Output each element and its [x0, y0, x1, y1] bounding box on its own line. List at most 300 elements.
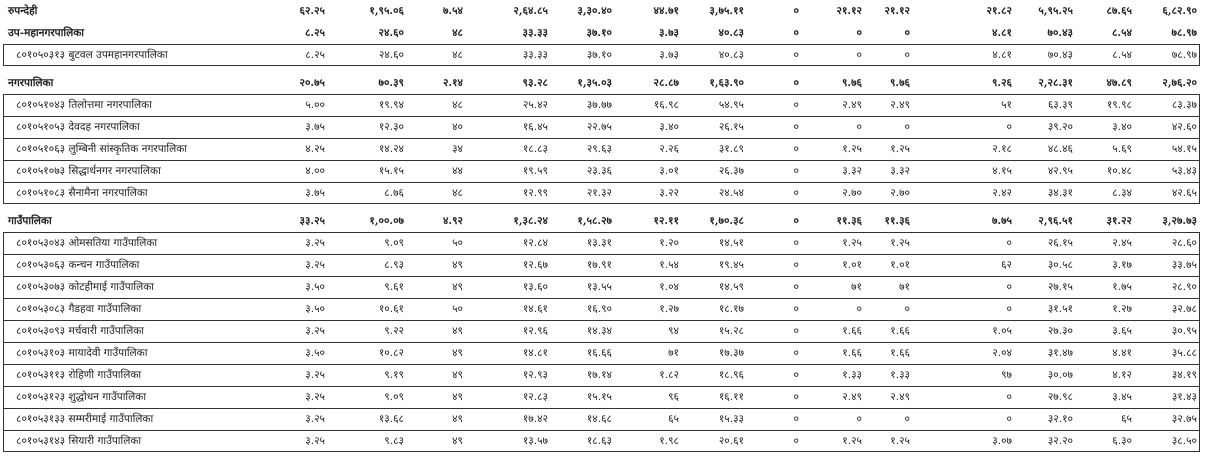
value-col-1: ५.०० [305, 99, 325, 111]
value-col-14: ३१.४३ [1171, 391, 1197, 403]
value-col-12: ७०.४३ [1047, 27, 1073, 39]
row-label: ८०१०५३०८३ गैडहवा गाउँपालिका [16, 303, 142, 315]
value-col-13: ६.३० [1112, 435, 1132, 447]
value-col-9: १.२५ [842, 237, 862, 249]
value-col-8: ० [793, 143, 799, 155]
value-col-10: ० [904, 303, 910, 315]
value-col-4: १२.६७ [522, 259, 548, 271]
value-col-7: ३,७५.११ [709, 5, 744, 17]
district-total-row [0, 0, 1205, 22]
row-label: ८०१०५३११३ रोहिणी गाउँपालिका [16, 369, 142, 381]
value-col-5: १४.३४ [586, 325, 612, 337]
value-col-8: ० [793, 237, 799, 249]
value-col-2: १५.१५ [378, 165, 404, 177]
value-col-11: ० [1006, 413, 1012, 425]
value-col-2: ९.०९ [384, 237, 404, 249]
value-col-4: १२.९६ [522, 325, 548, 337]
value-col-10: १.६६ [890, 347, 910, 359]
row-label: ८०१०५३१२३ शुद्धोधन गाउँपालिका [16, 391, 147, 403]
value-col-6: ३.७३ [658, 27, 679, 39]
value-col-6: १.५४ [659, 259, 679, 271]
group-total-row [0, 72, 1205, 94]
value-col-13: ४७.८९ [1106, 77, 1132, 89]
value-col-2: १०.६१ [378, 303, 404, 315]
value-col-13: ६५ [1121, 413, 1132, 425]
value-col-4: १८.८३ [522, 143, 548, 155]
value-col-3: ४८ [452, 27, 463, 39]
value-col-11: २.०४ [992, 347, 1012, 359]
value-col-12: ५,९५.२५ [1038, 5, 1073, 17]
value-col-12: २,९६.५१ [1038, 215, 1073, 227]
value-col-13: ४.४१ [1112, 347, 1132, 359]
value-col-9: २.७० [842, 187, 862, 199]
value-col-1: ३.५० [305, 281, 325, 293]
value-col-11: ४.८१ [992, 49, 1012, 61]
value-col-10: ० [904, 27, 910, 39]
row-label: ८०१०५१०५३ देवदह नगरपालिका [16, 121, 140, 133]
value-col-2: ९.१९ [384, 369, 404, 381]
value-col-10: ० [904, 49, 910, 61]
value-col-8: ० [793, 187, 799, 199]
value-col-10: ७१ [899, 281, 910, 293]
value-col-1: ३.२५ [305, 259, 325, 271]
value-col-3: ४९ [452, 369, 463, 381]
value-col-1: ३.२५ [305, 435, 325, 447]
value-col-6: २८.८७ [653, 77, 679, 89]
row-label: ८०१०५३१०३ मायादेवी गाउँपालिका [16, 347, 148, 359]
value-col-6: १.९८ [659, 435, 679, 447]
value-col-13: ५.६९ [1112, 143, 1132, 155]
value-col-9: २.४९ [842, 99, 862, 111]
value-col-11: ५१ [1001, 99, 1012, 111]
value-col-1: ८.२५ [304, 27, 325, 39]
value-col-3: ४९ [452, 435, 463, 447]
value-col-4: १२.८४ [522, 237, 548, 249]
value-col-4: ३३.३३ [522, 27, 548, 39]
value-col-3: ४.९२ [442, 215, 463, 227]
value-col-2: १२.३० [378, 121, 404, 133]
group-label: गाउँपालिका [8, 215, 52, 227]
value-col-13: ८.५४ [1111, 27, 1132, 39]
value-col-11: २.१८ [992, 143, 1012, 155]
value-col-11: ० [1006, 281, 1012, 293]
value-col-13: १.२७ [1112, 303, 1132, 315]
value-col-1: ३.२५ [305, 325, 325, 337]
value-col-14: ४२.६० [1171, 121, 1197, 133]
value-col-10: १.२५ [890, 435, 910, 447]
value-col-5: १३.३१ [586, 237, 612, 249]
value-col-2: १,९५.०६ [369, 5, 404, 17]
value-col-9: ० [856, 49, 862, 61]
row-label: ८०१०५३१४३ सियारी गाउँपालिका [16, 435, 142, 447]
value-col-12: ४२.९५ [1047, 165, 1073, 177]
row-label: ८०१०५३०९३ मर्चवारी गाउँपालिका [16, 325, 145, 337]
value-col-11: ० [1006, 391, 1012, 403]
value-col-5: १७.१४ [586, 369, 612, 381]
value-col-1: ३.५० [305, 303, 325, 315]
value-col-13: ८.५४ [1112, 49, 1132, 61]
value-col-10: २१.१२ [884, 5, 910, 17]
value-col-1: ३३.२५ [299, 215, 325, 227]
value-col-10: २.४९ [890, 391, 910, 403]
value-col-8: ० [793, 303, 799, 315]
value-col-9: १.३३ [842, 369, 862, 381]
value-col-4: २,६४.८५ [513, 5, 548, 17]
value-col-14: ४२.६५ [1171, 187, 1197, 199]
value-col-8: ० [793, 325, 799, 337]
value-col-8: ० [793, 99, 799, 111]
value-col-14: ३२.७८ [1171, 303, 1197, 315]
value-col-11: ३.०७ [992, 435, 1012, 447]
row-label: ८०१०५३०४३ ओमसतिया गाउँपालिका [16, 237, 158, 249]
value-col-7: २०.६१ [718, 435, 744, 447]
value-col-5: १५.१५ [586, 391, 612, 403]
value-col-5: ३,३०.४० [577, 5, 612, 17]
value-col-1: ४.०० [305, 165, 325, 177]
value-col-8: ० [793, 369, 799, 381]
value-col-2: ९.८३ [384, 435, 404, 447]
value-col-5: १३.५५ [586, 281, 612, 293]
value-col-3: ५० [452, 303, 463, 315]
value-col-7: १,६३.९० [709, 77, 744, 89]
value-col-2: २४.६० [378, 49, 404, 61]
value-col-9: १.२५ [842, 143, 862, 155]
value-col-8: ० [793, 165, 799, 177]
value-col-6: ६५ [668, 413, 679, 425]
value-col-11: ९७ [1001, 369, 1012, 381]
value-col-3: ४९ [452, 259, 463, 271]
value-col-13: २.४५ [1112, 237, 1132, 249]
value-col-4: १३.५७ [522, 435, 548, 447]
value-col-8: ० [793, 77, 799, 89]
value-col-14: ५३.४३ [1171, 165, 1197, 177]
value-col-13: ३१.२२ [1106, 215, 1132, 227]
value-col-2: १३.६८ [378, 413, 404, 425]
value-col-5: २२.७५ [586, 121, 612, 133]
value-col-9: २१.१२ [836, 5, 862, 17]
value-col-4: १४.८१ [522, 347, 548, 359]
value-col-14: २,७६.२० [1162, 77, 1197, 89]
value-col-3: ३४ [452, 143, 463, 155]
value-col-4: १२.९३ [522, 369, 548, 381]
value-col-7: १९.४५ [718, 259, 744, 271]
row-label: ८०१०५३०६३ कन्चन गाउँपालिका [16, 259, 140, 271]
value-col-3: ४९ [452, 391, 463, 403]
group-label: नगरपालिका [8, 77, 54, 89]
value-col-1: ३.२५ [305, 237, 325, 249]
value-col-1: ३.५० [305, 347, 325, 359]
value-col-9: १.०१ [842, 259, 862, 271]
value-col-9: २.४९ [842, 391, 862, 403]
value-col-6: ३.७३ [659, 49, 679, 61]
value-col-9: ० [856, 413, 862, 425]
value-col-12: ३९.२० [1047, 121, 1073, 133]
value-col-14: ३,२७.७३ [1162, 215, 1197, 227]
value-col-10: ९.७६ [889, 77, 910, 89]
value-col-7: १८.९६ [718, 369, 744, 381]
row-label: ८०१०५३१३३ सम्मरीमाई गाउँपालिका [16, 413, 154, 425]
value-col-5: १८.६३ [586, 435, 612, 447]
value-col-14: ३८.५० [1171, 435, 1197, 447]
value-col-6: १.२० [659, 237, 679, 249]
value-col-1: ३.२५ [305, 391, 325, 403]
value-col-9: ० [856, 27, 862, 39]
value-col-7: ३१.८९ [718, 143, 744, 155]
value-col-8: ० [793, 5, 799, 17]
value-col-4: १२.९९ [522, 187, 548, 199]
value-col-5: ३७.७७ [586, 99, 612, 111]
value-col-10: १.२५ [890, 143, 910, 155]
value-col-2: १,००.०७ [369, 215, 404, 227]
value-col-2: ८.७६ [384, 187, 404, 199]
value-col-12: ३२.१० [1047, 413, 1073, 425]
value-col-3: ४८ [452, 99, 463, 111]
value-col-3: ४९ [452, 413, 463, 425]
value-col-7: २६.३७ [718, 165, 744, 177]
value-col-2: १९.९४ [378, 99, 404, 111]
value-col-8: ० [793, 391, 799, 403]
value-col-7: ५४.९५ [718, 99, 744, 111]
value-col-9: १.६६ [842, 347, 862, 359]
value-col-12: २,२८.३१ [1038, 77, 1073, 89]
value-col-8: ० [793, 215, 799, 227]
value-col-12: ३२.२० [1047, 435, 1073, 447]
value-col-11: ० [1006, 303, 1012, 315]
value-col-13: १.७५ [1112, 281, 1132, 293]
value-col-2: ९.०९ [384, 391, 404, 403]
value-col-14: ३४.१९ [1171, 369, 1197, 381]
value-col-4: १९.५९ [522, 165, 548, 177]
value-col-13: ३.४० [1112, 121, 1132, 133]
value-col-1: ३.७५ [305, 121, 325, 133]
value-col-12: २६.१५ [1047, 237, 1073, 249]
row-label: ८०१०५१०४३ तिलोत्तमा नगरपालिका [16, 99, 152, 111]
value-col-5: १६.६६ [586, 347, 612, 359]
value-col-3: ४० [452, 121, 463, 133]
value-col-11: ९.२६ [991, 77, 1012, 89]
value-col-12: २७.३० [1047, 325, 1073, 337]
value-col-14: ३५.८८ [1171, 347, 1197, 359]
value-col-6: १२.११ [653, 215, 679, 227]
value-col-6: १६.९८ [653, 99, 679, 111]
value-col-13: ८.३४ [1112, 187, 1132, 199]
value-col-14: ५४.१५ [1171, 143, 1197, 155]
value-col-12: ७०.४३ [1047, 49, 1073, 61]
value-col-7: २६.१५ [718, 121, 744, 133]
value-col-6: ९६ [668, 391, 679, 403]
value-col-12: २७.९८ [1047, 391, 1073, 403]
value-col-12: ३१.४७ [1047, 347, 1073, 359]
row-label: ८०१०५१०६३ लुम्बिनी सांस्कृतिक नगरपालिका [16, 143, 188, 155]
value-col-5: १,३५.०३ [577, 77, 612, 89]
value-col-11: ७.७५ [991, 215, 1012, 227]
value-col-11: ४.८१ [991, 27, 1012, 39]
value-col-6: ७१ [668, 347, 679, 359]
value-col-6: १.२७ [659, 303, 679, 315]
value-col-6: २.२६ [659, 143, 679, 155]
value-col-4: १३.६० [522, 281, 548, 293]
value-col-6: ४४.७१ [653, 5, 679, 17]
value-col-7: १५.३३ [718, 413, 744, 425]
group-label: उप-महानगरपालिका [8, 27, 84, 39]
value-col-10: ० [904, 121, 910, 133]
value-col-3: ७.५४ [442, 5, 463, 17]
value-col-14: ३२.७५ [1171, 413, 1197, 425]
value-col-5: २१.३२ [586, 187, 612, 199]
value-col-8: ० [793, 27, 799, 39]
value-col-5: १७.९१ [586, 259, 612, 271]
value-col-11: ६२ [1001, 259, 1012, 271]
group-frame [3, 232, 1200, 452]
value-col-14: ६,८२.९० [1162, 5, 1197, 17]
value-col-6: ३.४० [659, 121, 679, 133]
value-col-9: ३.३२ [842, 165, 862, 177]
value-col-10: १.६६ [890, 325, 910, 337]
value-col-12: ३०.५८ [1047, 259, 1073, 271]
value-col-12: ६३.३९ [1047, 99, 1073, 111]
value-col-14: ७८.९७ [1171, 27, 1197, 39]
value-col-13: ३.१७ [1112, 259, 1132, 271]
value-col-13: ४.१२ [1112, 369, 1132, 381]
value-col-3: २.१४ [442, 77, 463, 89]
value-col-5: ३७.१० [586, 27, 612, 39]
value-col-6: १.०४ [659, 281, 679, 293]
value-col-1: ३.२५ [305, 369, 325, 381]
value-col-12: ४८.४६ [1047, 143, 1073, 155]
value-col-5: १६.९० [586, 303, 612, 315]
value-col-8: ० [793, 347, 799, 359]
value-col-5: १,५८.२७ [577, 215, 612, 227]
value-col-7: ४०.८३ [718, 49, 744, 61]
value-col-13: १०.४८ [1106, 165, 1132, 177]
value-col-11: १.०५ [992, 325, 1012, 337]
value-col-11: २.४२ [992, 187, 1012, 199]
value-col-9: १.२५ [842, 435, 862, 447]
value-col-4: ३३.३३ [522, 49, 548, 61]
group-label: रुपन्देही [8, 5, 38, 17]
value-col-5: ३७.१० [586, 49, 612, 61]
row-label: ८०१०५१०८३ सैनामैना नगरपालिका [16, 187, 148, 199]
value-col-3: ४९ [452, 281, 463, 293]
value-col-6: ९४ [668, 325, 679, 337]
value-col-7: १,७०.३८ [709, 215, 744, 227]
value-col-1: ४.२५ [305, 143, 325, 155]
value-col-3: ४९ [452, 325, 463, 337]
row-label: ८०१०५३०७३ कोटहीमाई गाउँपालिका [16, 281, 155, 293]
value-col-5: २९.६३ [586, 143, 612, 155]
value-col-5: २३.३६ [586, 165, 612, 177]
value-col-12: ३४.३१ [1047, 187, 1073, 199]
group-frame [3, 44, 1200, 66]
value-col-5: १४.६८ [586, 413, 612, 425]
value-col-10: ० [904, 413, 910, 425]
value-col-9: ० [856, 303, 862, 315]
value-col-3: ४९ [452, 347, 463, 359]
value-col-4: १४.६१ [522, 303, 548, 315]
value-col-13: ३.६५ [1112, 325, 1132, 337]
value-col-1: ३.७५ [305, 187, 325, 199]
value-col-7: १५.२८ [718, 325, 744, 337]
group-frame [3, 94, 1200, 204]
value-col-14: २८.९० [1171, 281, 1197, 293]
value-col-1: ६२.२५ [299, 5, 325, 17]
value-col-3: ४८ [452, 49, 463, 61]
value-col-7: १४.५९ [718, 281, 744, 293]
value-col-8: ० [793, 413, 799, 425]
value-col-4: १,३८.२४ [513, 215, 548, 227]
value-col-6: ३.०१ [659, 165, 679, 177]
value-col-10: २.४९ [890, 99, 910, 111]
value-col-12: ३१.५१ [1047, 303, 1073, 315]
row-label: ८०१०५०३१३ बुटवल उपमहानगरपालिका [16, 49, 168, 61]
value-col-6: १.८२ [659, 369, 679, 381]
value-col-4: १६.४५ [522, 121, 548, 133]
value-col-7: १६.११ [718, 391, 744, 403]
value-col-14: २८.६० [1171, 237, 1197, 249]
value-col-9: ७१ [851, 281, 862, 293]
value-col-8: ० [793, 281, 799, 293]
group-total-row [0, 22, 1205, 44]
value-col-10: ११.३६ [884, 215, 910, 227]
value-col-2: १०.८२ [378, 347, 404, 359]
value-col-4: १७.४२ [522, 413, 548, 425]
value-col-14: ३३.७५ [1171, 259, 1197, 271]
group-total-row [0, 210, 1205, 232]
value-col-4: ९३.२८ [522, 77, 548, 89]
value-col-2: ८.९३ [384, 259, 404, 271]
value-col-8: ० [793, 49, 799, 61]
value-col-14: ८३.३७ [1171, 99, 1197, 111]
value-col-13: ३.४५ [1112, 391, 1132, 403]
value-col-3: ४८ [452, 187, 463, 199]
value-col-11: ४.१५ [992, 165, 1012, 177]
value-col-13: ८७.६५ [1106, 5, 1132, 17]
value-col-11: २१.८२ [986, 5, 1012, 17]
value-col-3: ४४ [452, 165, 463, 177]
value-col-12: ३०.०७ [1047, 369, 1073, 381]
value-col-10: १.३३ [890, 369, 910, 381]
value-col-9: ११.३६ [836, 215, 862, 227]
value-col-9: ९.७६ [841, 77, 862, 89]
value-col-2: ९.६१ [384, 281, 404, 293]
value-col-7: १४.५१ [718, 237, 744, 249]
value-col-3: ५० [452, 237, 463, 249]
value-col-6: ३.२२ [659, 187, 679, 199]
row-label: ८०१०५१०७३ सिद्धार्थनगर नगरपालिका [16, 165, 161, 177]
value-col-4: २५.४२ [522, 99, 548, 111]
value-col-12: २७.१५ [1047, 281, 1073, 293]
value-col-8: ० [793, 259, 799, 271]
value-col-2: १४.२४ [378, 143, 404, 155]
value-col-10: १.०१ [890, 259, 910, 271]
value-col-7: ४०.८३ [718, 27, 744, 39]
value-col-1: ३.२५ [305, 413, 325, 425]
value-col-8: ० [793, 435, 799, 447]
value-col-13: १९.९८ [1106, 99, 1132, 111]
value-col-10: ३.३२ [890, 165, 910, 177]
value-col-14: ३०.९५ [1171, 325, 1197, 337]
value-col-2: ९.२२ [384, 325, 404, 337]
value-col-9: १.६६ [842, 325, 862, 337]
value-col-9: ० [856, 121, 862, 133]
value-col-10: २.७० [890, 187, 910, 199]
value-col-7: २४.५४ [718, 187, 744, 199]
value-col-11: ० [1006, 121, 1012, 133]
value-col-10: १.२५ [890, 237, 910, 249]
value-col-2: २४.६० [378, 27, 404, 39]
value-col-2: ७०.३९ [378, 77, 404, 89]
value-col-4: १२.८३ [522, 391, 548, 403]
